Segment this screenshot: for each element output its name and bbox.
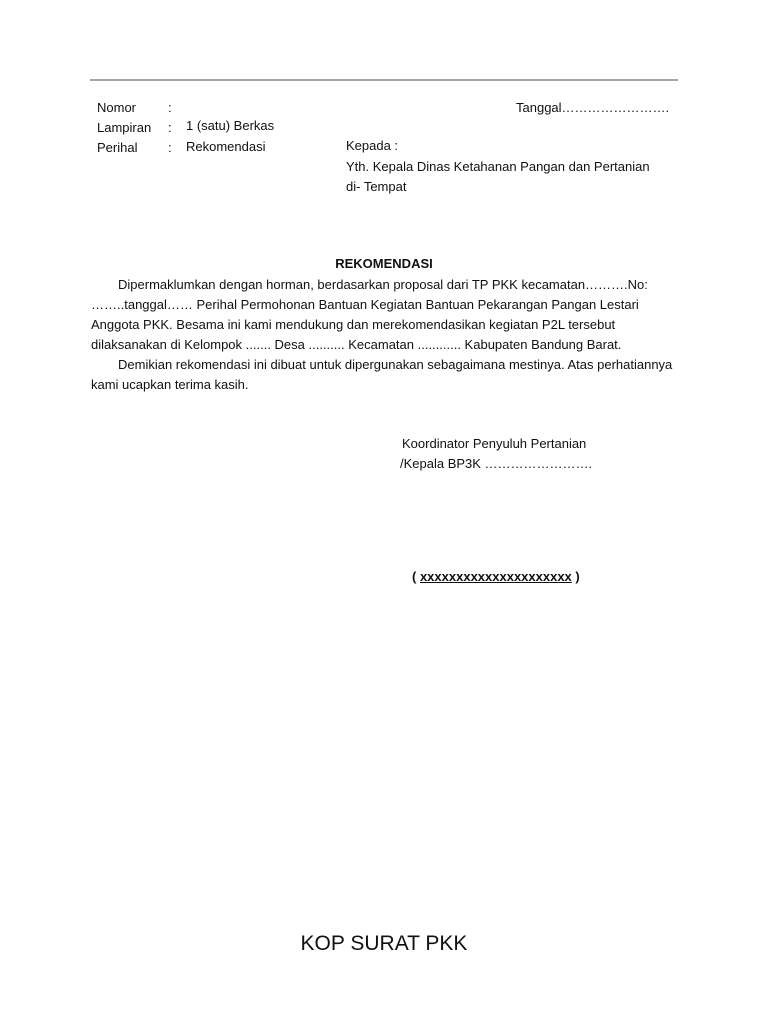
lampiran-label: Lampiran bbox=[97, 120, 152, 135]
letter-title: REKOMENDASI bbox=[335, 256, 433, 271]
lampiran-value: 1 (satu) Berkas bbox=[186, 118, 275, 133]
perihal-label: Perihal bbox=[97, 140, 138, 155]
recipient-line-1: Yth. Kepala Dinas Ketahanan Pangan dan Pertanian bbox=[346, 159, 650, 174]
top-divider bbox=[90, 79, 678, 81]
perihal-colon: : bbox=[168, 140, 172, 155]
nomor-label: Nomor bbox=[97, 100, 137, 115]
nomor-colon: : bbox=[168, 100, 172, 115]
signatory-close-paren: ) bbox=[571, 569, 580, 584]
perihal-value: Rekomendasi bbox=[186, 139, 266, 154]
signatory-name bbox=[412, 568, 580, 586]
body-paragraph-1: Dipermaklumkan dengan horman, berdasarkan proposal dari TP PKK kecamatan……….No: ……..tanggal…… Perihal Permohonan Bantuan Kegiatan Bantuan Pekarangan Pangan Lestari Anggota PKK. Besama ini kami mendukung dan merekomendasikan kegiatan P2L tersebut dilaksanakan di Kelompok ....... Desa .......... Kecamatan ............ Kabupaten Bandung Barat. bbox=[91, 277, 648, 352]
kepada-label: Kepada : bbox=[346, 138, 399, 153]
lampiran-colon: : bbox=[168, 120, 172, 135]
letter-body bbox=[91, 275, 681, 395]
signatory-name-text: xxxxxxxxxxxxxxxxxxxxx bbox=[419, 569, 572, 584]
signatory-title-line-2: /Kepala BP3K ……………………. bbox=[400, 456, 593, 471]
signatory-title-line-1: Koordinator Penyuluh Pertanian bbox=[402, 436, 587, 451]
body-paragraph-2: Demikian rekomendasi ini dibuat untuk dipergunakan sebagaimana mestinya. Atas perhatiannya kami ucapkan terima kasih. bbox=[91, 357, 673, 392]
signatory-open-paren: ( bbox=[412, 569, 420, 584]
tanggal-field: Tanggal……………………. bbox=[516, 100, 670, 115]
recipient-line-2: di- Tempat bbox=[346, 179, 407, 194]
letterhead-caption: KOP SURAT PKK bbox=[300, 932, 468, 955]
